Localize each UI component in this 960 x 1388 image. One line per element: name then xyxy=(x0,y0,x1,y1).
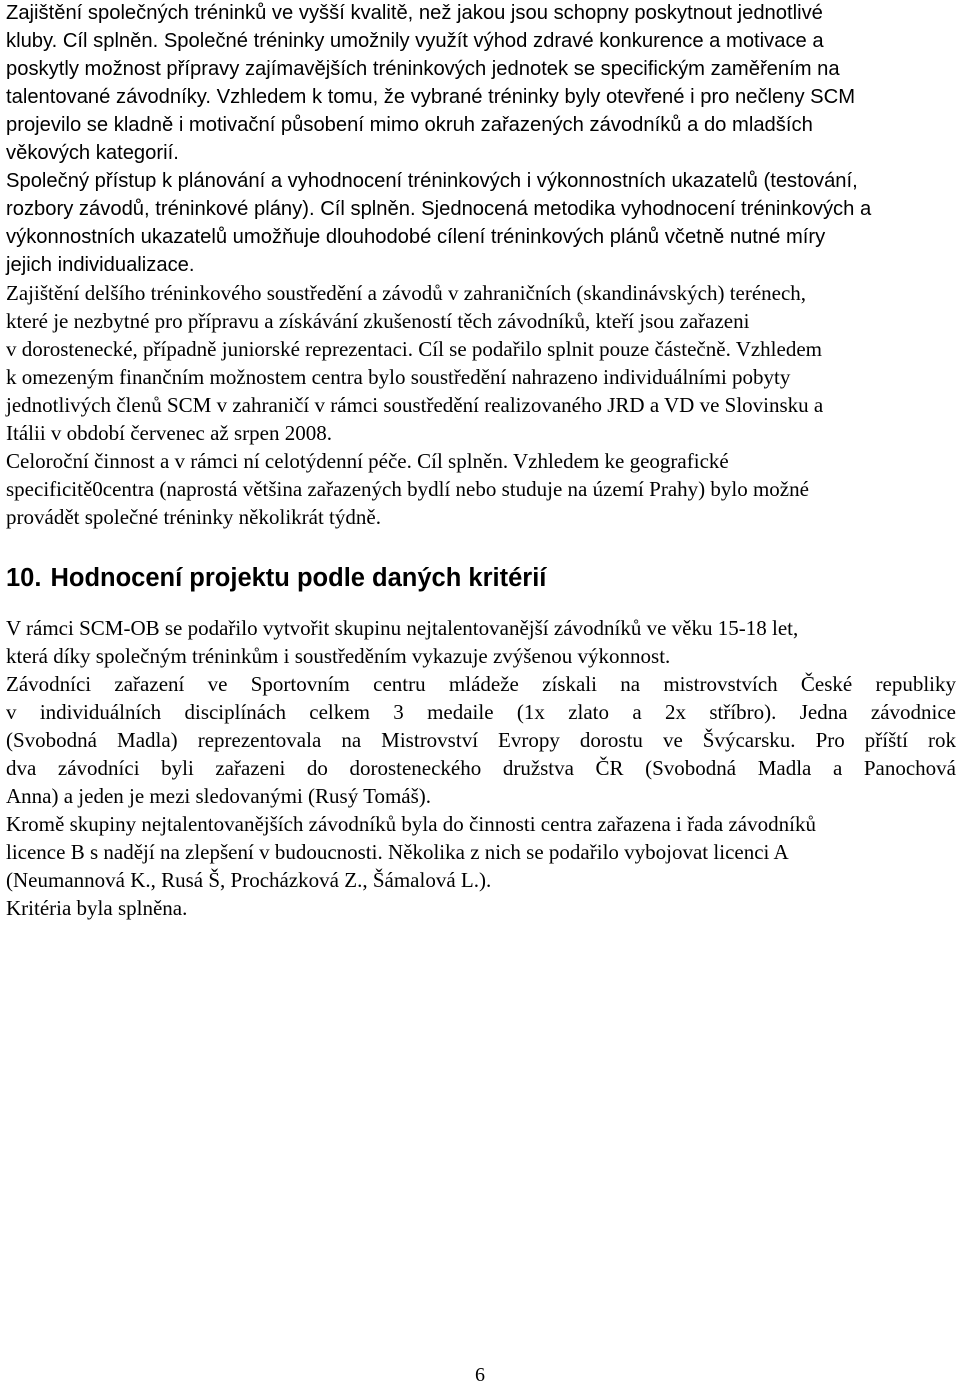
text-line: kluby. Cíl splněn. Společné tréninky umožnily využít výhod zdravé konkurence a motivace a xyxy=(6,30,824,52)
text-line: věkových kategorií. xyxy=(6,142,179,164)
text-line: specificitě0centra (naprostá většina zařazených bydlí nebo studuje na území Prahy) bylo možné xyxy=(6,477,809,501)
text-line: které je nezbytné pro přípravu a získávání zkušeností těch závodníků, kteří jsou zařazeni xyxy=(6,309,750,333)
text-line: V rámci SCM-OB se podařilo vytvořit skupinu nejtalentovanější závodníků ve věku 15-18 let, xyxy=(6,616,799,640)
text-line: Zajištění delšího tréninkového soustředění a závodů v zahraničních (skandinávských) terénech, xyxy=(6,281,807,305)
text-line: výkonnostních ukazatelů umožňuje dlouhodobé cílení tréninkových plánů včetně nutné míry xyxy=(6,226,826,248)
text-line: která díky společným tréninkům i soustředěním vykazuje zvýšenou výkonnost. xyxy=(6,644,671,668)
text-line: rozbory závodů, tréninkové plány). Cíl splněn. Sjednocená metodika vyhodnocení tréninkových a xyxy=(6,198,872,220)
text-line: Zajištění společných tréninků ve vyšší kvalitě, než jakou jsou schopny poskytnout jednotlivé xyxy=(6,2,823,24)
text-line: jejich individualizace. xyxy=(6,254,195,276)
text-line: projevilo se kladně i motivační působení mimo okruh zařazených závodníků a do mladších xyxy=(6,114,813,136)
page-number: 6 xyxy=(475,1364,485,1386)
section-heading xyxy=(6,562,546,594)
section-title: Hodnocení projektu podle daných kritérií xyxy=(50,564,547,592)
text-line: Anna) a jeden je mezi sledovanými (Rusý Tomáš). xyxy=(6,784,432,808)
text-line: Závodníci zařazení ve Sportovním centru mládeže získali na mistrovstvích České republiky xyxy=(6,672,956,696)
text-line: provádět společné tréninky několikrát týdně. xyxy=(6,505,381,529)
text-line: Itálii v období červenec až srpen 2008. xyxy=(6,421,332,445)
text-line: Společný přístup k plánování a vyhodnocení tréninkových i výkonnostních ukazatelů (testování, xyxy=(6,170,858,192)
text-line: jednotlivých členů SCM v zahraničí v rámci soustředění realizovaného JRD a VD ve Slovinsku a xyxy=(6,393,824,417)
text-line: v dorostenecké, případně juniorské reprezentaci. Cíl se podařilo splnit pouze částečně. Vzhledem xyxy=(6,337,822,361)
text-line: poskytly možnost přípravy zajímavějších tréninkových jednotek se specifickým zaměřením na xyxy=(6,58,840,80)
text-line: k omezeným finančním možnostem centra bylo soustředění nahrazeno individuálními pobyty xyxy=(6,365,791,389)
text-line: Kromě skupiny nejtalentovanějších závodníků byla do činnosti centra zařazena i řada závodníků xyxy=(6,812,816,836)
text-line: licence B s nadějí na zlepšení v budoucnosti. Několika z nich se podařilo vybojovat licenci A xyxy=(6,840,789,864)
text-line: dva závodníci byli zařazeni do dorosteneckého družstva ČR (Svobodná Madla a Panochová xyxy=(6,756,956,780)
section-number: 10. xyxy=(6,564,42,592)
text-line: (Neumannová K., Rusá Š, Procházková Z., Šámalová L.). xyxy=(6,868,492,892)
text-line: talentované závodníky. Vzhledem k tomu, že vybrané tréninky byly otevřené i pro nečleny SCM xyxy=(6,86,856,108)
text-line: Kritéria byla splněna. xyxy=(6,896,188,920)
text-line: Celoroční činnost a v rámci ní celotýdenní péče. Cíl splněn. Vzhledem ke geografické xyxy=(6,449,729,473)
text-line: v individuálních disciplínách celkem 3 medaile (1x zlato a 2x stříbro). Jedna závodnice xyxy=(6,700,956,724)
text-line: (Svobodná Madla) reprezentovala na Mistrovství Evropy dorostu ve Švýcarsku. Pro příští rok xyxy=(6,728,956,752)
